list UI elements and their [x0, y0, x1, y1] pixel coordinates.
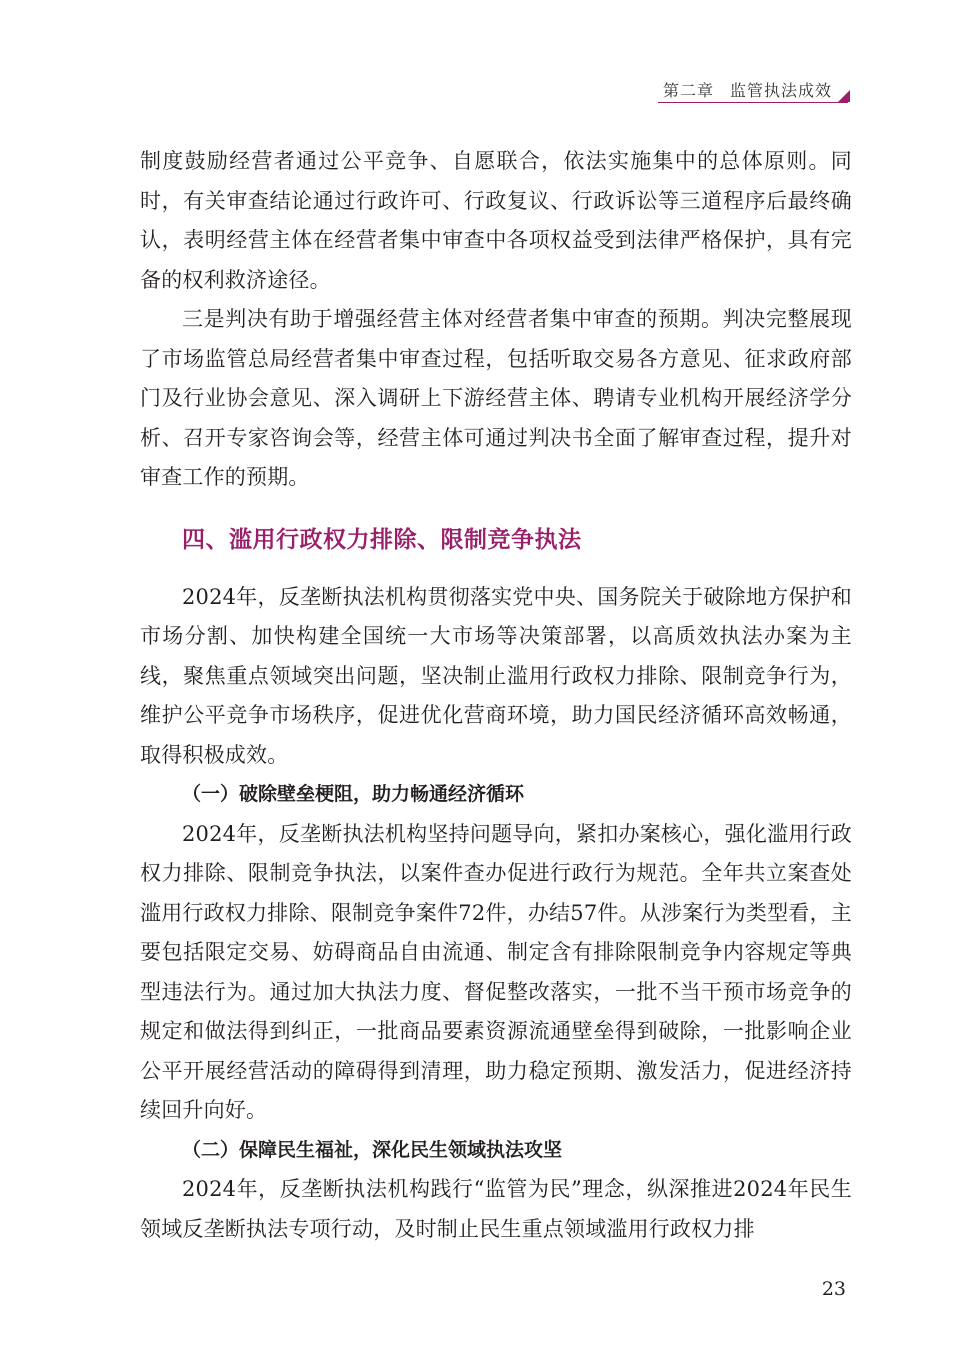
chapter-title: 监管执法成效: [729, 81, 832, 100]
paragraph-barriers: 2024年，反垄断执法机构坚持问题导向，紧扣办案核心，强化滥用行政权力排除、限制竞争执法，以案件查办促进行政行为规范。全年共立案查处滥用行政权力排除、限制竞争案件72件，办结57件。从涉案行为类型看，主要包括限定交易、妨碍商品自由流通、制定含有排除限制竞争内容规定等典型违法行为。通过加大执法力度、督促整改落实，一批不当干预市场竞争的规定和做法得到纠正，一批商品要素资源流通壁垒得到破除，一批影响企业公平开展经营活动的障碍得到清理，助力稳定预期、激发活力，促进经济持续回升向好。: [140, 821, 852, 1122]
running-header: [663, 78, 832, 101]
page-body: [140, 142, 852, 1249]
paragraph-section-intro: 2024年，反垄断执法机构贯彻落实党中央、国务院关于破除地方保护和市场分割、加快构建全国统一大市场等决策部署，以高质效执法办案为主线，聚焦重点领域突出问题，坚决制止滥用行政权力排除、限制竞争行为，维护公平竞争市场秩序，促进优化营商环境，助力国民经济循环高效畅通，取得积极成效。: [140, 584, 852, 767]
header-corner-mark: [838, 90, 850, 102]
subheading-one: （一）破除壁垒梗阻，助力畅通经济循环: [182, 783, 525, 805]
subheading-two: （二）保障民生福祉，深化民生领域执法攻坚: [182, 1138, 563, 1161]
header-rule: [658, 102, 848, 103]
paragraph-livelihood: 2024年，反垄断执法机构践行“监管为民”理念，纵深推进2024年民生领域反垄断执法专项行动，及时制止民生重点领域滥用行政权力排: [140, 1177, 852, 1241]
section-heading: 四、滥用行政权力排除、限制竞争执法: [182, 526, 582, 553]
paragraph-judgment-expectation: 三是判决有助于增强经营主体对经营者集中审查的预期。判决完整展现了市场监管总局经营者集中审查过程，包括听取交易各方意见、征求政府部门及行业协会意见、深入调研上下游经营主体、聘请专业机构开展经济学分析、召开专家咨询会等，经营主体可通过判决书全面了解审查过程，提升对审查工作的预期。: [140, 307, 852, 489]
chapter-label: 第二章: [662, 81, 714, 100]
paragraph-continued: 制度鼓励经营者通过公平竞争、自愿联合，依法实施集中的总体原则。同时，有关审查结论通过行政许可、行政复议、行政诉讼等三道程序后最终确认，表明经营主体在经营者集中审查中各项权益受到法律严格保护，具有完备的权利救济途径。: [140, 149, 852, 292]
page-number: 23: [821, 1278, 846, 1300]
